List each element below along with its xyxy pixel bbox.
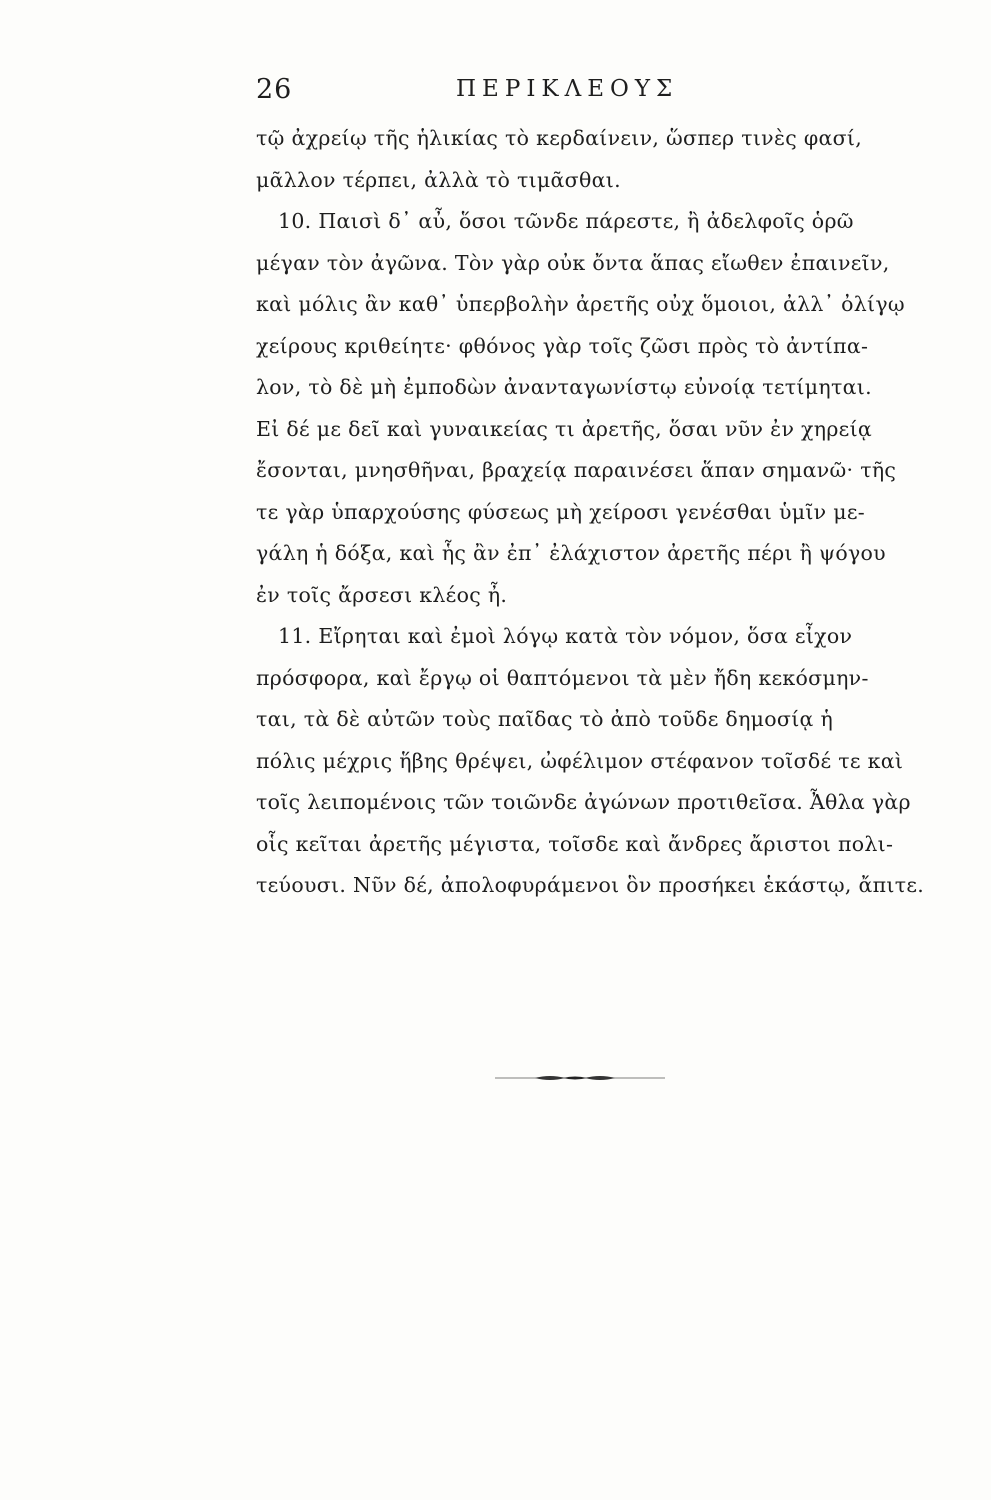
text-line: ἔσονται, μνησθῆναι, βραχείᾳ παραινέσει ἅπαν σημανῶ· τῆς (256, 458, 897, 482)
text-line: ται, τὰ δὲ αὐτῶν τοὺς παῖδας τὸ ἀπὸ τοῦδε δημοσίᾳ ἡ (256, 707, 834, 731)
text-line: οἷς κεῖται ἀρετῆς μέγιστα, τοῖσδε καὶ ἄνδρες ἄριστοι πολι- (256, 831, 894, 856)
text-line: μᾶλλον τέρπει, ἀλλὰ τὸ τιμᾶσθαι. (256, 167, 621, 192)
running-head (256, 74, 928, 114)
text-line: μέγαν τὸν ἀγῶνα. Τὸν γὰρ οὐκ ὄντα ἅπας εἴωθεν ἐπαινεῖν, (256, 250, 890, 275)
body-text (256, 118, 956, 907)
paragraph-10-start: 10. Παισὶ δ᾽ αὖ, ὅσοι τῶνδε πάρεστε, ἢ ἀδελφοῖς ὁρῶ (278, 209, 854, 233)
text-line: τεύουσι. Νῦν δέ, ἀπολοφυράμενοι ὃν προσήκει ἑκάστῳ, ἄπιτε. (256, 873, 925, 897)
paragraph-11-start: 11. Εἴρηται καὶ ἐμοὶ λόγῳ κατὰ τὸν νόμον, ὅσα εἶχον (278, 624, 853, 648)
text-line: τῷ ἀχρείῳ τῆς ἡλικίας τὸ κερδαίνειν, ὥσπερ τινὲς φασί, (256, 126, 863, 150)
text-line: καὶ μόλις ἂν καθ᾽ ὑπερβολὴν ἀρετῆς οὐχ ὅμοιοι, ἀλλ᾽ ὀλίγῳ (256, 292, 905, 316)
text-line: ἐν τοῖς ἄρσεσι κλέος ἦ. (256, 582, 508, 607)
text-line: τε γὰρ ὑπαρχούσης φύσεως μὴ χείροσι γενέσθαι ὑμῖν με- (256, 499, 866, 524)
running-title: ΠΕΡΙΚΛΕΟΥΣ (456, 76, 679, 102)
text-line: χείρους κριθείητε· φθόνος γὰρ τοῖς ζῶσι πρὸς τὸ ἀντίπα- (256, 333, 869, 358)
text-line: πρόσφορα, καὶ ἔργῳ οἱ θαπτόμενοι τὰ μὲν ἤδη κεκόσμην- (256, 665, 869, 690)
text-line: πόλις μέχρις ἥβης θρέψει, ὠφέλιμον στέφανον τοῖσδέ τε καὶ (256, 748, 904, 773)
tail-ornament (495, 1074, 665, 1082)
text-line: λον, τὸ δὲ μὴ ἐμποδὼν ἀνανταγωνίστῳ εὐνοίᾳ τετίμηται. (256, 375, 872, 399)
page-number: 26 (256, 74, 293, 105)
text-line: Εἰ δέ με δεῖ καὶ γυναικείας τι ἀρετῆς, ὅσαι νῦν ἐν χηρείᾳ (256, 416, 873, 441)
text-line: τοῖς λειπομένοις τῶν τοιῶνδε ἀγώνων προτιθεῖσα. Ἆθλα γὰρ (256, 790, 911, 814)
text-line: γάλη ἡ δόξα, καὶ ἧς ἂν ἐπ᾽ ἐλάχιστον ἀρετῆς πέρι ἢ ψόγου (256, 541, 886, 565)
